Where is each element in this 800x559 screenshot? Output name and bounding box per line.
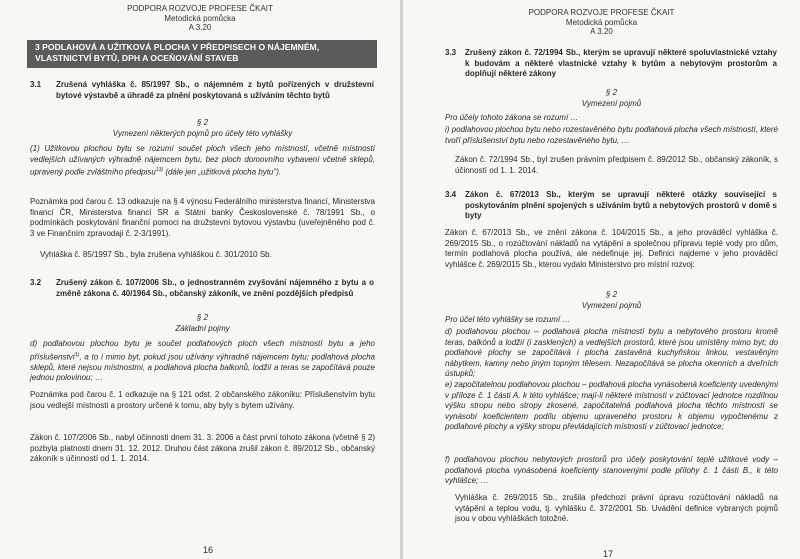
section-title-3-1: Zrušená vyhláška č. 85/1997 Sb., o nájemném z bytů pořízených v družstevní bytové výstavbě a úhradě za plnění poskytovaná s užíváním těchto bytů xyxy=(56,80,374,100)
paragraph-sign: § 2 xyxy=(605,290,618,299)
footnote-ref: 1) xyxy=(74,351,80,358)
definition-text: d) podlahovou plochou bytu je součet podlahových ploch všech místností bytu a jeho příslušenství xyxy=(30,339,375,362)
header-code: A 3.20 xyxy=(188,23,212,32)
paragraph-heading: Základní pojmy xyxy=(175,324,230,333)
repeal-note-3-1: Vyhláška č. 85/1997 Sb., byla zrušena vyhláškou č. 301/2010 Sb. xyxy=(40,250,272,259)
section-text-3-4: Zákon č. 67/2013 Sb., ve znění zákona č. 104/2015 Sb., a jeho prováděcí vyhláška č. 269/2015 Sb., o rozúčtování nákladů na vytápění a společnou přípravu teplé vody pro dům, termín podlahová plocha používá, ale nedefinuje jej. Definici najdeme v jeho prováděcí vyhlášce č. 269/2015 Sb., kterou vydalo Ministerstvo pro místní rozvoj: xyxy=(445,228,778,269)
definition-3-1 xyxy=(30,144,375,178)
definition-3-3: i) podlahovou plochou bytu nebo rozestavěného bytu podlahová plocha všech místností, které tvoří příslušenství bytu nebo rozestavěného bytu, … xyxy=(445,125,778,145)
definition-3-4-f: f) podlahovou plochou nebytových prostorů pro účely poskytování teplé užitkové vody – podlahová plocha vynásobená koeficienty stanovenými podle přílohy č. 1 části B., k této vyhlášce; … xyxy=(445,455,778,485)
page-number: 17 xyxy=(603,549,614,559)
footnote-note-3-1: Poznámka pod čarou č. 13 odkazuje na § 4 výnosu Federálního ministerstva financí, Ministerstva financí ČR, Ministerstva financí SR a Státní banky Československé č. 78/1991 Sb., o podmínkách poskytování finanční pomoci na družstevní bytovou výstavbu (uveřejněného pod č. 3 ve Finančním zpravodaji č. 2-3/1991). xyxy=(30,197,375,238)
definition-intro: Pro účely tohoto zákona se rozumí … xyxy=(445,113,579,122)
definition-text-end: (dále jen „užitková plocha bytu"). xyxy=(163,167,282,177)
right-header xyxy=(403,8,800,37)
paragraph-heading: Vymezení pojmů xyxy=(581,99,642,108)
header-subtitle: Metodická pomůcka xyxy=(164,13,236,23)
footnote-ref: 13) xyxy=(155,167,164,173)
paragraph-sign: § 2 xyxy=(605,88,618,97)
footnote-note-3-2: Poznámka pod čarou č. 1 odkazuje na § 121 odst. 2 občanského zákoníku: Příslušenstvím bytu jsou vedlejší místnosti a prostory určené k tomu, aby byly s bytem užívány. xyxy=(30,390,375,410)
section-number-3-4: 3.4 xyxy=(445,190,457,199)
definition-3-4-e: e) započitatelnou podlahovou plochou – podlahová plocha vynásobená koeficienty uvedenými v příloze č. 1 části A. k této vyhlášce; mají-li některé místnosti v zúčtovací jednotce rozdílnou výšku stropu nebo stropy zkosené, započitatelná podlahová plocha těchto místností se vynásobí koeficientem podílu objemu upraveného prostoru k objemu vypočtenému z podlahové plochy a výšky stropu převládajících místností v zúčtovací jednotce; xyxy=(445,380,778,431)
header-title: PODPORA ROZVOJE PROFESE ČKAIT xyxy=(528,8,675,17)
repeal-note-3-3: Zákon č. 72/1994 Sb., byl zrušen právním předpisem č. 89/2012 Sb., občanský zákoník, s účinností od 1. 1. 2014. xyxy=(455,155,778,175)
section-number-3-3: 3.3 xyxy=(445,48,457,57)
section-title-3-3: Zrušený zákon č. 72/1994 Sb., kterým se upravují některé spoluvlastnické vztahy k budovám a některé vlastnické vztahy k bytům a nebytovým prostorům a doplňují některé zákony xyxy=(465,48,777,78)
chapter-banner: 3 PODLAHOVÁ A UŽITKOVÁ PLOCHA V PŘEDPISECH O NÁJEMNÉM, VLASTNICTVÍ BYTŮ, DPH A OCEŇOVÁNÍ STAVEB xyxy=(27,40,377,68)
definition-3-2 xyxy=(30,339,375,384)
definition-intro: Pro účel této vyhlášky se rozumí … xyxy=(445,315,571,324)
header-subtitle: Metodická pomůcka xyxy=(565,17,638,27)
page-number: 16 xyxy=(203,545,214,555)
section-title-3-4: Zákon č. 67/2013 Sb., kterým se upravují některé otázky související s poskytováním plnění spojených s užíváním bytů a nebytových prostorů v domě s byty xyxy=(465,190,777,220)
definition-text: (1) Užitkovou plochou bytu se rozumí součet ploch všech jeho místností, včetně místností vedlejších užívaných výhradně nájemcem bytu, bez ploch domovního vybavení včetně sklepů, upravený podle zvláštního předpisu xyxy=(30,144,375,177)
header-title: PODPORA ROZVOJE PROFESE ČKAIT xyxy=(127,4,273,13)
left-header xyxy=(0,4,400,33)
paragraph-heading: Vymezení pojmů xyxy=(581,301,642,310)
paragraph-sign: § 2 xyxy=(196,313,209,322)
repeal-note-3-2: Zákon č. 107/2006 Sb., nabyl účinnosti dnem 31. 3. 2006 a část první tohoto zákona (včetně § 2) pozbyla platnosti dnem 31. 12. 2012. Druhou část zákona zrušil zákon č. 89/2012 Sb., občanský zákoník s účinností od 1. 1. 2014. xyxy=(30,433,375,463)
header-code: A 3.20 xyxy=(590,27,613,36)
right-page xyxy=(403,0,800,559)
repeal-note-3-4: Vyhláška č. 269/2015 Sb., zrušila předchozí právní úpravu rozúčtování nákladů na vytápění a teplou vodu, tj. vyhlášku č. 372/2001 Sb. Uvádění definice vybraných pojmů jsou v obou vyhláškách totožné. xyxy=(455,493,778,523)
section-title-3-2: Zrušený zákon č. 107/2006 Sb., o jednostranném zvyšování nájemného z bytu a o změně zákona č. 40/1964 Sb., občanský zákoník, ve znění pozdějších předpisů xyxy=(56,278,374,298)
definition-3-4-d: d) podlahovou plochou – podlahová plocha místností bytu a nebytového prostoru kromě teras, balkónů a lodžií (i zasklených) a vedlejších prostorů, které jsou umístěny mimo byt; do podlahové plochy se započítává i plocha zastavěná kuchyňskou linkou, vestavěným nábytkem, kamny nebo jiným topným tělesem. Nezapočítává se plocha okenních a dveřních ústupků; xyxy=(445,327,778,378)
section-number-3-2: 3.2 xyxy=(30,278,42,287)
section-number-3-1: 3.1 xyxy=(30,80,42,89)
paragraph-sign: § 2 xyxy=(196,118,209,127)
definition-text-end: , a to i mimo byt, pokud jsou užívány výhradně nájemcem bytu; podlahová plocha sklepů, které nejsou místnostmi, a podlahová plocha balkonů, lodžií a teras se započítává pouze jednou polovinou; … xyxy=(30,352,375,383)
paragraph-heading: Vymezení některých pojmů pro účely této vyhlášky xyxy=(112,129,293,138)
